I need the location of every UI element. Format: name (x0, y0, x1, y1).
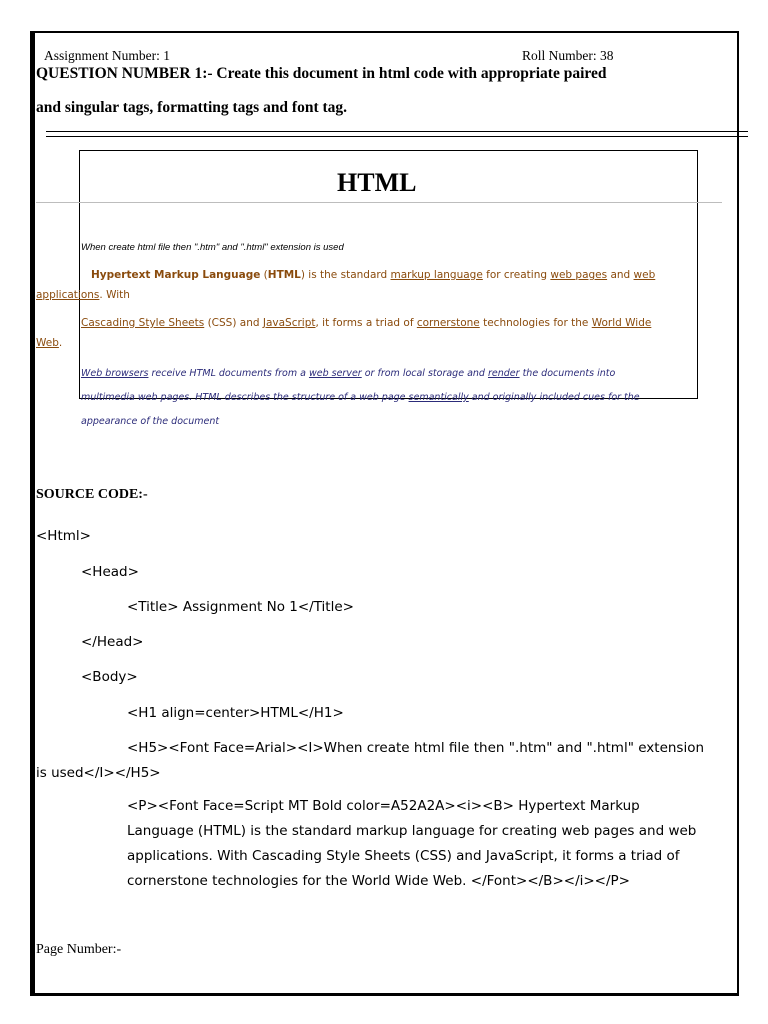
link-render[interactable]: render (487, 368, 520, 379)
link-web[interactable]: web (633, 269, 656, 281)
link-markup-language[interactable]: markup language (390, 269, 483, 281)
link-javascript[interactable]: JavaScript (262, 317, 316, 329)
preview-para1-line2: applications. With (36, 289, 130, 301)
preview-para2-line1: Cascading Style Sheets (CSS) and JavaScript, it forms a triad of cornerstone technologies for the World Wide (81, 317, 652, 329)
preview-lead-text: Hypertext Markup Language (91, 269, 261, 281)
link-cornerstone[interactable]: cornerstone (416, 317, 480, 329)
code-line: <P><Font Face=Script MT Bold color=A52A2A><i><B> Hypertext Markup (127, 798, 640, 814)
code-line: cornerstone technologies for the World Wide Web. </Font></B></i></P> (127, 873, 630, 889)
preview-para3-line3: appearance of the document (81, 416, 220, 427)
preview-para3-line2: multimedia web pages. HTML describes the structure of a web page semantically and originally included cues for the (81, 392, 640, 403)
link-web-server[interactable]: web server (308, 368, 362, 379)
code-line: applications. With Cascading Style Sheets (CSS) and JavaScript, it forms a triad of (127, 848, 680, 864)
roll-number: Roll Number: 38 (522, 48, 614, 63)
code-line: <Title> Assignment No 1</Title> (127, 599, 354, 615)
link-web-browsers[interactable]: Web browsers (81, 368, 149, 379)
page-number: Page Number:- (36, 942, 122, 957)
double-rule-top (46, 131, 748, 132)
horizontal-rule (36, 202, 722, 203)
code-line: is used</I></H5> (36, 765, 161, 781)
preview-title: HTML (337, 168, 417, 197)
question-line-1: QUESTION NUMBER 1:- Create this document in html code with appropriate paired (36, 65, 607, 82)
assignment-number: Assignment Number: 1 (44, 48, 170, 63)
code-line: <Body> (81, 669, 138, 685)
source-code-label: SOURCE CODE:- (36, 487, 148, 502)
link-web-end[interactable]: Web (36, 337, 59, 349)
code-line: <H1 align=center>HTML</H1> (127, 705, 344, 721)
link-web-pages[interactable]: web pages (550, 269, 608, 281)
code-line: <H5><Font Face=Arial><I>When create html file then ".htm" and ".html" extension (127, 740, 705, 756)
question-line-2: and singular tags, formatting tags and font tag. (36, 99, 348, 116)
link-world-wide[interactable]: World Wide (591, 317, 652, 329)
link-css[interactable]: Cascading Style Sheets (81, 317, 205, 329)
code-line: Language (HTML) is the standard markup language for creating web pages and web (127, 823, 697, 839)
link-applications[interactable]: applications (36, 289, 100, 301)
double-rule-bottom (46, 136, 748, 137)
code-line: </Head> (81, 634, 144, 650)
code-line: <Head> (81, 564, 139, 580)
code-line: <Html> (36, 528, 91, 544)
link-semantically[interactable]: semantically (408, 392, 469, 403)
preview-h5: When create html file then ".htm" and ".html" extension is used (81, 242, 344, 253)
preview-para3-line1: Web browsers receive HTML documents from a web server or from local storage and render the documents into (81, 368, 616, 379)
preview-para2-line2: Web. (36, 337, 63, 349)
preview-para1-line1: Hypertext Markup Language (HTML) is the standard markup language for creating web pages and web (91, 269, 656, 281)
